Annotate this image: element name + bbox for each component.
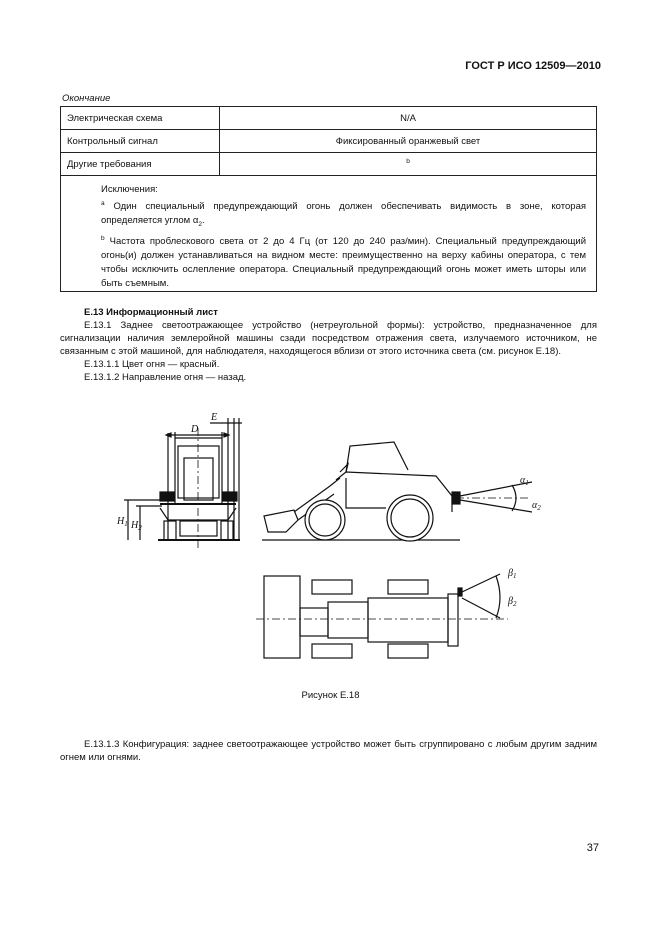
- table-continuation-label: Окончание: [62, 93, 111, 104]
- note-a: $^a$ Один специальный предупреждающий огонь должен обеспечивать видимость в зоне, которая определяется углом $\alpha_2$.: [101, 200, 587, 229]
- paragraph: Е.13.1.1 Цвет огня — красный.: [84, 359, 220, 370]
- rear-view-drawing: [116, 412, 242, 548]
- label-beta1: $\beta_1$: [508, 568, 517, 580]
- row-label: Электрическая схема: [61, 107, 220, 130]
- top-view-drawing: [256, 568, 517, 658]
- row-value: Фиксированный оранжевый свет: [220, 130, 597, 153]
- footnote-mark-b: b: [406, 157, 410, 165]
- label-beta2: $\beta_2$: [508, 596, 517, 608]
- label-d: D: [191, 424, 199, 435]
- requirements-table: [60, 106, 597, 292]
- row-label: Другие требования: [61, 153, 220, 176]
- page-number: 37: [586, 842, 599, 854]
- label-alpha2: $\alpha_2$: [532, 500, 541, 512]
- table-row: [61, 130, 597, 153]
- table-row: [61, 153, 597, 176]
- table-notes: [61, 176, 597, 292]
- row-value: N/A: [220, 107, 597, 130]
- standard-header: ГОСТ Р ИСО 12509—2010: [465, 60, 601, 72]
- paragraph: Е.13.1.2 Направление огня — назад.: [84, 372, 247, 383]
- label-alpha1: $\alpha_1$: [520, 475, 529, 487]
- table-row: [61, 107, 597, 130]
- label-e: E: [211, 412, 218, 423]
- figure-caption: Рисунок Е.18: [301, 690, 360, 701]
- label-h1: $H_1$: [117, 516, 128, 528]
- paragraph: Е.13.1.3 Конфигурация: заднее светоотражающее устройство может быть сгруппировано с любым другим задним огнем или огнями.: [60, 739, 597, 763]
- section-heading: Е.13 Информационный лист: [84, 307, 218, 318]
- side-view-drawing: [262, 442, 541, 541]
- label-h2: $H_2$: [131, 520, 142, 532]
- section-e13-1-3: [60, 738, 597, 764]
- paragraph: Е.13.1 Заднее светоотражающее устройство (нетреугольной формы): устройство, предназначенное для сигнализации наличия землеройной машины сзади посредством отражения света, излучаемого источником, не связанным с этой машиной, для наблюдателя, находящегося вблизи от этого источника света (см. рисунок Е.18).: [60, 320, 597, 357]
- row-label: Контрольный сигнал: [61, 130, 220, 153]
- section-e13: [60, 306, 597, 384]
- exceptions-title: Исключения:: [101, 184, 158, 195]
- note-b: $^b$ Частота проблескового света от 2 до 4 Гц (от 120 до 240 раз/мин). Специальный предупреждающий огонь(и) должен устанавливаться на видном месте: преимущественно на верху кабины оператора, с тем чтобы исключить ослепление оператора. Специальный предупреждающий огонь может иметь шторы или быть съемным.: [101, 235, 587, 290]
- figure-e18: [100, 408, 580, 670]
- row-value: [220, 153, 597, 176]
- table-notes-row: [61, 176, 597, 292]
